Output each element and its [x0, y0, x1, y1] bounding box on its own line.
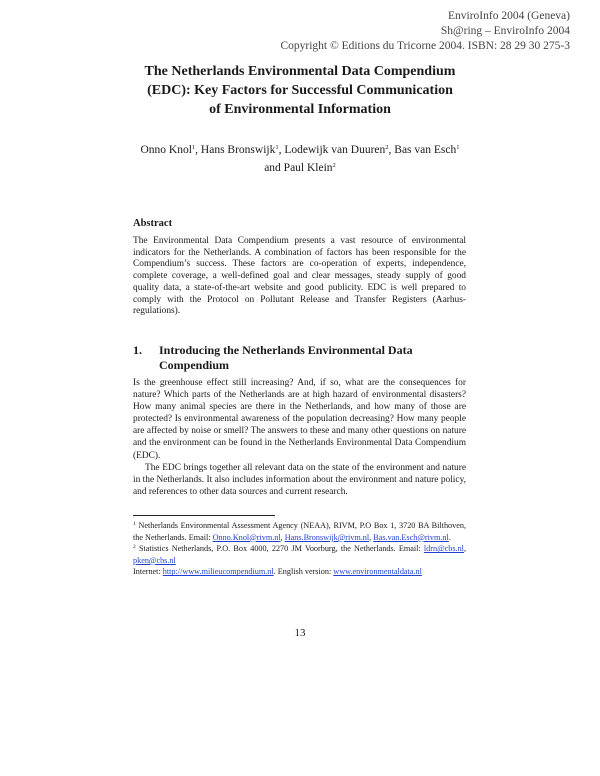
abstract-text: The Environmental Data Compendium presents a vast resource of environmental indicators for the Netherlands. A combination of factors has been responsible for the Compendium’s success. These factors are co-operation of experts, independence, complete coverage, a well-defined goal and clear messages, steady supply of good quality data, a state-of-the-art website and good publicity. EDC is well prepared to comply with the Protocol on Pollutant Release and Transfer Registers (Aarhus-regulations). — [133, 236, 466, 317]
header-conference: EnviroInfo 2004 (Geneva) — [448, 10, 570, 22]
header-subtitle: Sh@ring – EnviroInfo 2004 — [440, 25, 570, 37]
footnote-separator: , — [280, 532, 285, 542]
internet-label: Internet: — [133, 567, 163, 577]
author-separator: , — [388, 144, 395, 156]
section-heading — [133, 343, 466, 372]
section-number: 1. — [133, 343, 142, 357]
email-link[interactable]: Hans.Bronswijk@rivm.nl — [284, 532, 370, 542]
author-name: Bas van Esch — [394, 144, 457, 156]
body-paragraph: Is the greenhouse effect still increasing? And, if so, what are the consequences for nature? Which parts of the Netherlands are at high hazard of environmental disasters? How many animal species are there in the Netherlands, and how many of those are protected? Is environmental awareness of the population decreasing? How many people are affected by noise or smell? The answers to these and many other questions on nature and the environment can be found in the Netherlands Environmental Data Compendium (EDC). — [133, 378, 466, 461]
abstract-heading: Abstract — [133, 218, 173, 229]
website-link[interactable]: http://www.milieucompendium.nl — [162, 567, 274, 577]
authors-line-1 — [120, 141, 480, 159]
internet-separator: . English version: — [273, 567, 334, 577]
footnote-internet — [133, 566, 466, 578]
footnote-rule — [133, 515, 275, 516]
website-link[interactable]: www.environmentaldata.nl — [333, 567, 422, 577]
footnote-mark: 2 — [133, 544, 136, 551]
email-link[interactable]: pken@cbs.nl — [133, 555, 176, 565]
footnote-separator: , — [463, 544, 466, 554]
email-link[interactable]: Bas.van.Esch@rivm.nl — [373, 532, 449, 542]
affiliation-mark: 2 — [332, 162, 336, 169]
footnote-end: . — [448, 532, 451, 542]
title-line-3: of Environmental Information — [209, 102, 391, 117]
affiliation-mark: 2 — [385, 144, 389, 151]
footnote-mark: 1 — [133, 521, 136, 527]
footnote-text: Statistics Netherlands, P.O. Box 4000, 2270 JM Voorburg, the Netherlands. Email: — [138, 544, 424, 554]
author-name: Onno Knol — [140, 144, 192, 156]
affiliation-mark: 1 — [456, 144, 460, 151]
body-paragraph: The EDC brings together all relevant data on the state of the environment and nature in the Netherlands. It also includes information about the environment and nature policy, and references to other data sources and current research. — [133, 462, 466, 497]
page-number: 13 — [294, 627, 306, 639]
email-link[interactable]: Onno.Knol@rivm.nl — [212, 532, 281, 542]
footnotes — [133, 520, 466, 578]
author-list — [120, 141, 480, 177]
running-header — [280, 9, 570, 54]
footnote-text: Netherlands Environmental Assessment Agency (NEAA), RIVM, P.O Box 1, 3720 BA Bilthoven, the Netherlands. Email: — [133, 521, 467, 542]
affiliation-mark: 1 — [275, 144, 279, 151]
author-name: and Paul Klein — [264, 162, 333, 174]
author-name: Lodewijk van Duuren — [284, 144, 386, 156]
author-name: Hans Bronswijk — [200, 144, 276, 156]
title-line-2: (EDC): Key Factors for Successful Communication — [147, 83, 453, 98]
section-body — [133, 377, 466, 498]
footnote-separator: , — [369, 532, 374, 542]
header-copyright: Copyright © Editions du Tricorne 2004. ISBN: 28 29 30 275-3 — [280, 40, 570, 52]
author-separator: , — [195, 144, 201, 156]
section-title: Introducing the Netherlands Environmental Data Compendium — [159, 343, 413, 372]
email-link[interactable]: ldrn@cbs.nl — [423, 544, 464, 554]
author-separator: , — [278, 144, 285, 156]
authors-line-2 — [120, 159, 480, 177]
paper-title — [130, 62, 470, 119]
footnote-2 — [133, 543, 466, 566]
title-line-1: The Netherlands Environmental Data Compendium — [144, 64, 456, 79]
footnote-1 — [133, 520, 466, 543]
affiliation-mark: 1 — [191, 144, 196, 151]
